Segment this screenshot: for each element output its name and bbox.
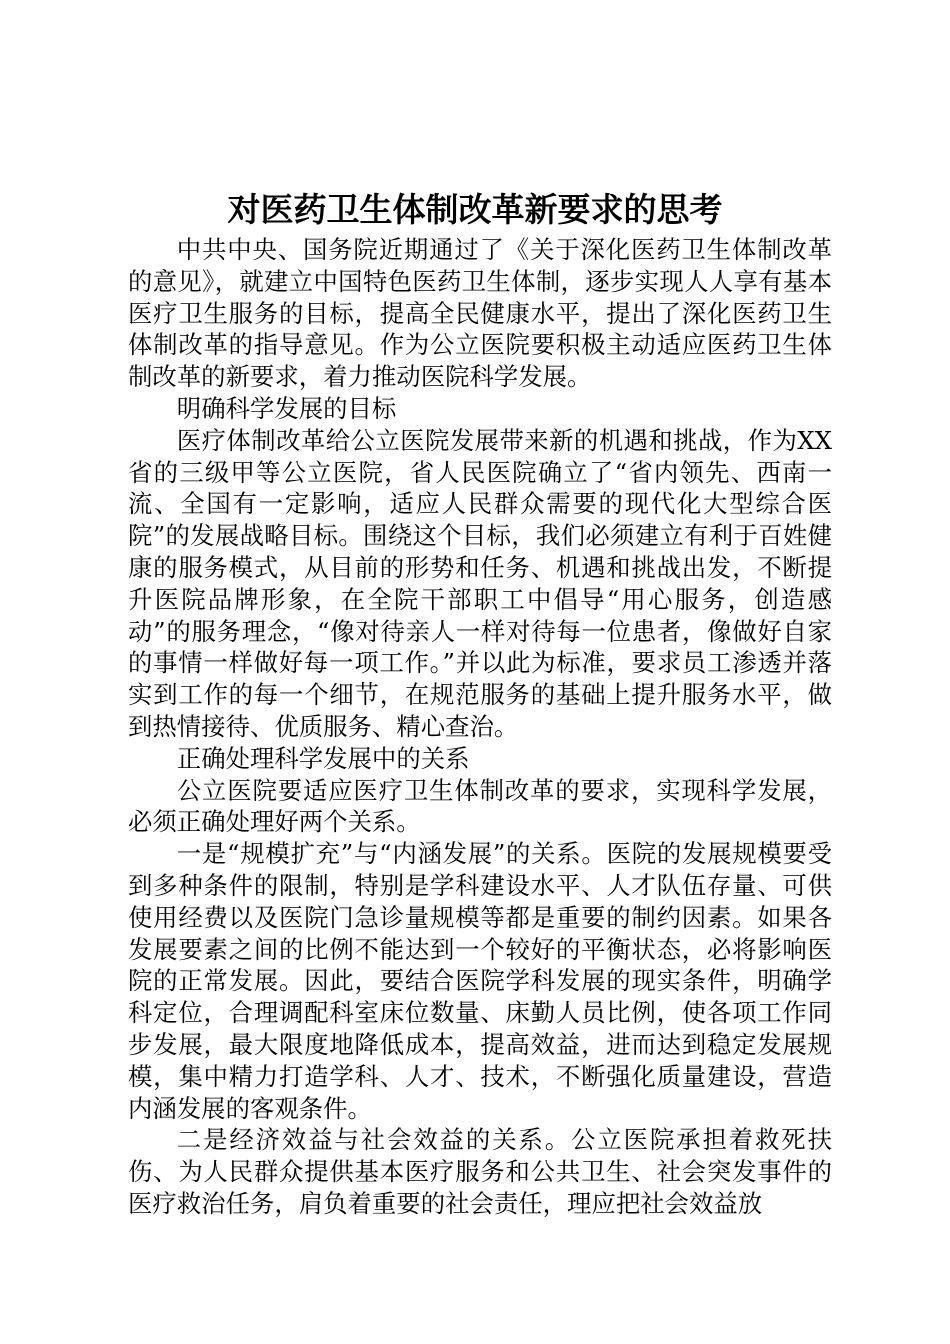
paragraph-relation-one: 一是“规模扩充”与“内涵发展”的关系。医院的发展规模要受到多种条件的限制，特别是学科建设水平、人才队伍存量、可供使用经费以及医院门急诊量规模等都是重要的制约因素。如果各发展要素之间的比例不能达到一个较好的平衡状态，必将影响医院的正常发展。因此，要结合医院学科发展的现实条件，明确学科定位，合理调配科室床位数量、床勤人员比例，使各项工作同步发展，最大限度地降低成本，提高效益，进而达到稳定发展规模，集中精力打造学科、人才、技术，不断强化质量建设，营造内涵发展的客观条件。 bbox=[128, 839, 832, 1123]
document-title: 对医药卫生体制改革新要求的思考 bbox=[227, 190, 723, 229]
section-heading-goal: 明确科学发展的目标 bbox=[176, 393, 397, 423]
document-body bbox=[128, 234, 832, 1220]
paragraph-goal: 医疗体制改革给公立医院发展带来新的机遇和挑战，作为XX省的三级甲等公立医院，省人民医院确立了“省内领先、西南一流、全国有一定影响，适应人民群众需要的现代化大型综合医院”的发展战略目标。围绕这个目标，我们必须建立有利于百姓健康的服务模式，从目前的形势和任务、机遇和挑战出发，不断提升医院品牌形象，在全院干部职工中倡导“用心服务，创造感动”的服务理念，“像对待亲人一样对待每一位患者，像做好自家的事情一样做好每一项工作。”并以此为标准，要求员工渗透并落实到工作的每一个细节，在规范服务的基础上提升服务水平，做到热情接待、优质服务、精心查治。 bbox=[128, 425, 832, 741]
section-heading-relations: 正确处理科学发展中的关系 bbox=[176, 743, 470, 773]
paragraph-relations-intro: 公立医院要适应医疗卫生体制改革的要求，实现科学发展，必须正确处理好两个关系。 bbox=[128, 775, 832, 837]
paragraph-relation-two: 二是经济效益与社会效益的关系。公立医院承担着救死扶伤、为人民群众提供基本医疗服务和公共卫生、社会突发事件的医疗救治任务，肩负着重要的社会责任，理应把社会效益放 bbox=[128, 1125, 832, 1218]
paragraph-intro: 中共中央、国务院近期通过了《关于深化医药卫生体制改革的意见》，就建立中国特色医药卫生体制，逐步实现人人享有基本医疗卫生服务的目标，提高全民健康水平，提出了深化医药卫生体制改革的指导意见。作为公立医院要积极主动适应医药卫生体制改革的新要求，着力推动医院科学发展。 bbox=[128, 235, 832, 392]
